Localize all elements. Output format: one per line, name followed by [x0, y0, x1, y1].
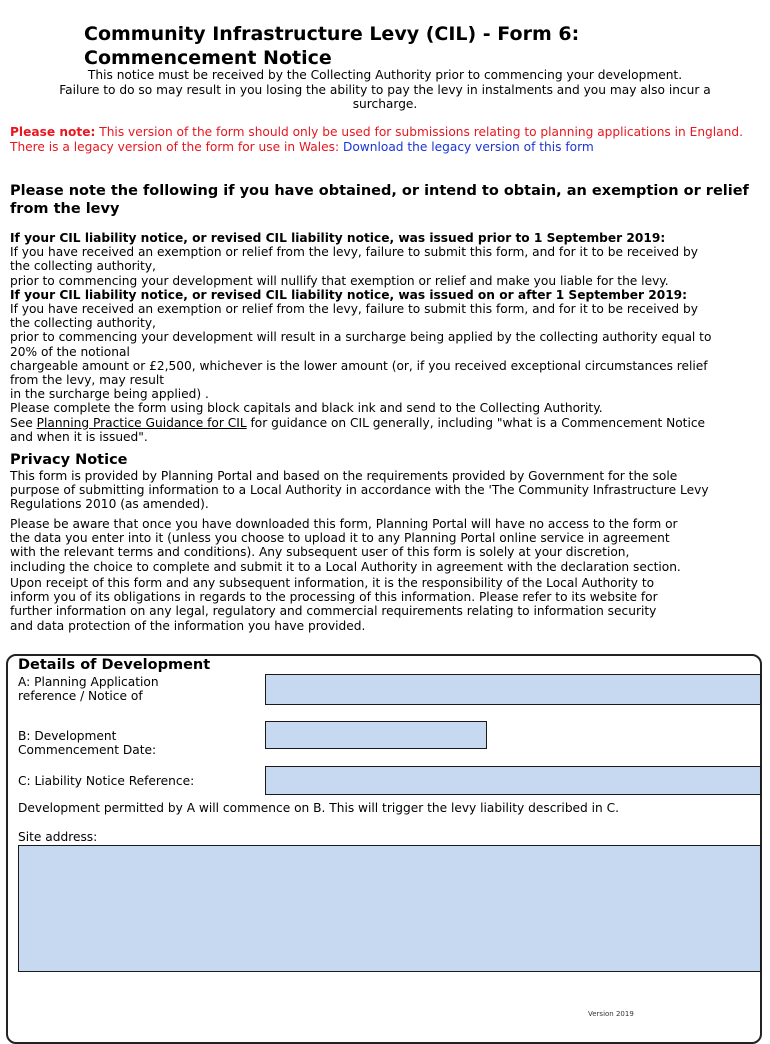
privacy-paragraph-3: [10, 576, 762, 633]
privacy-p2-line-2: the data you enter into it (unless you choose to upload it to any Planning Portal online service in agreement: [10, 531, 670, 546]
exemption-body: [10, 231, 762, 444]
privacy-paragraph-1: [10, 469, 762, 512]
site-address-input[interactable]: [18, 845, 761, 972]
privacy-p2-line-4: including the choice to complete and submit it to a Local Authority in agreement with the declaration section.: [10, 559, 681, 574]
please-note-text: This version of the form should only be used for submissions relating to planning applications in England.: [99, 125, 743, 139]
after-line-7: in the surcharge being applied) .: [10, 387, 209, 402]
guidance-line: [10, 416, 762, 430]
commencement-date-input[interactable]: [265, 721, 487, 749]
see-line-2: and when it is issued".: [10, 429, 148, 444]
field-a-label-line-1: A: Planning Application: [18, 675, 159, 689]
liability-notice-reference-input[interactable]: [265, 766, 761, 795]
prior-line-2: the collecting authority,: [10, 259, 156, 274]
field-b-label-line-1: B: Development: [18, 729, 117, 743]
planning-application-reference-input[interactable]: [265, 674, 761, 705]
legacy-text: There is a legacy version of the form for use in Wales:: [10, 139, 340, 154]
intro-line-1: This notice must be received by the Collecting Authority prior to commencing your development.: [87, 68, 683, 82]
after-line-5: chargeable amount or £2,500, whichever is the lower amount (or, if you received exceptional circumstances relief: [10, 358, 708, 373]
privacy-p3-line-4: and data protection of the information you have provided.: [10, 618, 366, 633]
page-title: [84, 22, 724, 70]
prior-line-3: prior to commencing your development will nullify that exemption or relief and make you liable for the levy.: [10, 273, 669, 288]
field-b-label-line-2: Commencement Date:: [18, 743, 157, 757]
privacy-p2-line-1: Please be aware that once you have downloaded this form, Planning Portal will have no access to the form or: [10, 517, 678, 531]
see-prefix: See: [10, 415, 33, 430]
title-line-1: Community Infrastructure Levy (CIL) - Form 6:: [84, 23, 580, 45]
after-line-1: If you have received an exemption or relief from the levy, failure to submit this form, and for it to be received by: [10, 302, 698, 317]
intro-line-3: surcharge.: [352, 97, 418, 111]
intro-text: [10, 68, 760, 112]
privacy-heading: Privacy Notice: [10, 452, 128, 468]
prior-heading: If your CIL liability notice, or revised CIL liability notice, was issued prior to 1 September 2019:: [10, 231, 666, 245]
privacy-p3-line-3: further information on any legal, regulatory and commercial requirements relating to information security: [10, 604, 657, 619]
after-line-6: from the levy, may result: [10, 373, 165, 388]
prior-line-1: If you have received an exemption or relief from the levy, failure to submit this form, and for it to be received by: [10, 245, 698, 260]
field-b-label: [18, 729, 258, 757]
complete-instruction: Please complete the form using block capitals and black ink and send to the Collecting Authority.: [10, 401, 603, 416]
field-a-label-line-2: reference / Notice of: [18, 689, 143, 703]
field-c-label: C: Liability Notice Reference:: [18, 774, 195, 788]
exemption-heading: Please note the following if you have obtained, or intend to obtain, an exemption or relief from the levy: [10, 183, 749, 217]
commencement-statement: Development permitted by A will commence on B. This will trigger the levy liability described in C.: [18, 801, 620, 815]
legacy-form-link[interactable]: Download the legacy version of this form: [342, 139, 594, 154]
intro-line-2: Failure to do so may result in you losing the ability to pay the levy in instalments and you may also incur a: [59, 82, 711, 97]
after-line-4: 20% of the notional: [10, 344, 130, 359]
england-note: [10, 125, 760, 154]
details-heading: Details of Development: [18, 657, 211, 673]
privacy-p1-line-1: This form is provided by Planning Portal and based on the requirements provided by Government for the sole: [10, 469, 678, 483]
after-line-3: prior to commencing your development will result in a surcharge being applied by the collecting authority equal to: [10, 330, 712, 345]
privacy-p2-line-3: with the relevant terms and conditions). Any subsequent user of this form is solely at your discretion,: [10, 545, 630, 560]
version-label: Version 2019: [588, 1010, 634, 1018]
privacy-p3-line-2: inform you of its obligations in regards to the processing of this information. Please refer to its website for: [10, 590, 658, 605]
privacy-p1-line-3: Regulations 2010 (as amended).: [10, 497, 209, 512]
field-a-label: [18, 675, 258, 703]
privacy-p3-line-1: Upon receipt of this form and any subsequent information, it is the responsibility of the Local Authority to: [10, 576, 655, 590]
please-note-label: Please note:: [10, 125, 96, 139]
after-heading: If your CIL liability notice, or revised CIL liability notice, was issued on or after 1 September 2019:: [10, 287, 688, 302]
site-address-label: Site address:: [18, 830, 98, 844]
title-line-2: Commencement Notice: [84, 47, 332, 69]
privacy-paragraph-2: [10, 517, 762, 574]
after-line-2: the collecting authority,: [10, 316, 156, 331]
see-suffix: for guidance on CIL generally, including "what is a Commencement Notice: [250, 415, 706, 430]
guidance-link[interactable]: Planning Practice Guidance for CIL: [36, 415, 247, 430]
privacy-p1-line-2: purpose of submitting information to a Local Authority in accordance with the 'The Community Infrastructure Levy: [10, 483, 709, 498]
